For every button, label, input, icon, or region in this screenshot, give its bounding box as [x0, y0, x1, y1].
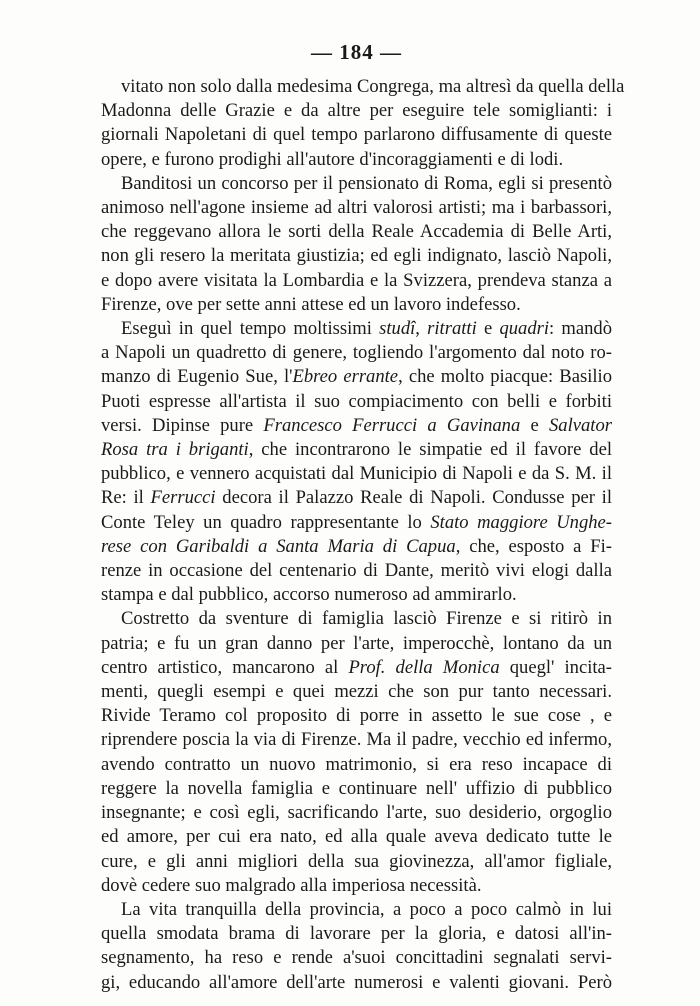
- text-segment: reggere la novella famiglia e continuare nell' uffizio di pubblico: [101, 777, 612, 799]
- text-segment: riprendere poscia la via di Firenze. Ma il padre, vecchio ed infermo,: [101, 729, 612, 751]
- text-line: [101, 777, 612, 801]
- text-line: [101, 801, 612, 825]
- italic-title: rese con Garibaldi a Santa Maria di Capua: [101, 535, 456, 557]
- text-segment: Costretto da sventure di famiglia lasciò Firenze e si ritirò in: [121, 608, 612, 630]
- text-line: [101, 971, 612, 995]
- text-segment: vitato non solo dalla medesima Congrega, ma altresì da quella della: [121, 76, 625, 97]
- text-line: [101, 414, 612, 438]
- text-segment: Banditosi un concorso per il pensionato di Roma, egli si presentò: [121, 172, 612, 194]
- text-segment: Conte Teley un quadro rappresentante lo: [101, 511, 431, 533]
- text-line: [101, 341, 612, 365]
- text-line: [101, 535, 612, 559]
- text-line: [101, 365, 612, 389]
- text-segment: e dopo avere visitata la Lombardia e la Svizzera, prendeva stanza a: [101, 269, 612, 291]
- text-line: [101, 462, 612, 486]
- text-line: [101, 75, 625, 99]
- body-text: [101, 75, 625, 995]
- text-line: [101, 753, 612, 777]
- text-line: [101, 196, 612, 220]
- text-segment: gi, educando all'amore dell'arte numerosi e valenti giovani. Però: [101, 971, 612, 993]
- text-segment: animoso nell'agone insieme ad altri valorosi artisti; ma i barbassori,: [101, 197, 612, 219]
- text-line: [101, 390, 612, 414]
- text-line: [101, 850, 612, 874]
- italic-title: Salvator: [549, 414, 613, 436]
- text-segment: , che, esposto a Fi-: [455, 535, 612, 557]
- paragraph: [101, 172, 612, 317]
- text-line: [101, 486, 612, 510]
- text-segment: ,: [415, 318, 428, 340]
- text-line: [101, 559, 612, 583]
- text-segment: decora il Palazzo Reale di Napoli. Condusse per il: [215, 487, 612, 509]
- italic-title: ritratti: [427, 318, 477, 340]
- italic-title: Stato maggiore Unghe-: [430, 511, 612, 533]
- italic-title: Ebreo errante: [292, 366, 399, 388]
- text-segment: e: [476, 318, 500, 340]
- paragraph: [101, 75, 625, 172]
- page-number: — 184 —: [311, 40, 402, 64]
- text-segment: Firenze, ove per sette anni attese ed un lavoro indefesso.: [101, 293, 521, 315]
- paragraph: [101, 317, 612, 607]
- text-segment: stampa e dal pubblico, accorso numeroso ad ammirarlo.: [101, 584, 517, 606]
- text-segment: : mandò: [549, 318, 613, 340]
- text-line: [101, 898, 612, 922]
- text-segment: , che molto piacque: Basilio: [398, 366, 612, 388]
- italic-title: Ferrucci: [150, 487, 216, 509]
- text-line: [101, 438, 612, 462]
- text-line: [101, 922, 612, 946]
- text-segment: centro artistico, mancarono al: [101, 656, 349, 678]
- text-line: [101, 704, 612, 728]
- text-segment: menti, quegli esempi e quei mezzi che son pur tanto necessari.: [101, 681, 612, 703]
- text-segment: , che incontrarono le simpatie ed il favore del: [248, 439, 613, 461]
- text-segment: a Napoli un quadretto di genere, togliendo l'argomento dal noto ro-: [101, 342, 612, 364]
- text-segment: Re: il: [101, 487, 151, 509]
- text-segment: pubblico, e vennero acquistati dal Municipio di Napoli e da S. M. il: [101, 463, 612, 485]
- text-segment: giornali Napoletani di quel tempo parlarono diffusamente di queste: [101, 124, 612, 146]
- text-segment: quella smodata brama di lavorare per la gloria, e datosi all'in-: [101, 923, 612, 945]
- text-segment: quegl' incita-: [499, 656, 612, 678]
- text-segment: avendo contratto un nuovo matrimonio, si era reso incapace di: [101, 753, 612, 775]
- text-segment: dovè cedere suo malgrado alla imperiosa necessità.: [101, 874, 482, 896]
- text-line: [101, 874, 612, 898]
- text-segment: Madonna delle Grazie e da altre per eseguire tele somiglianti: i: [101, 100, 612, 122]
- text-line: [101, 220, 612, 244]
- paragraph: [101, 898, 612, 995]
- text-line: [101, 511, 612, 535]
- text-line: [101, 680, 612, 704]
- text-segment: Eseguì in quel tempo moltissimi: [121, 318, 380, 340]
- text-segment: La vita tranquilla della provincia, a poco a poco calmò in lui: [121, 898, 612, 920]
- text-segment: renze in occasione del centenario di Dante, meritò vivi elogi dalla: [101, 560, 612, 582]
- text-line: [101, 656, 612, 680]
- text-segment: segnamento, ha reso e rende a'suoi concittadini segnalati servi-: [101, 947, 612, 969]
- text-line: [101, 728, 612, 752]
- text-line: [101, 607, 612, 631]
- italic-title: quadri: [499, 318, 550, 340]
- text-line: [101, 825, 612, 849]
- text-segment: e: [520, 414, 549, 436]
- text-segment: che reggevano allora le sorti della Reale Accademia di Belle Arti,: [101, 221, 612, 243]
- italic-title: Francesco Ferrucci a Gavinana: [263, 414, 521, 436]
- italic-title: Prof. della Monica: [348, 656, 500, 678]
- text-line: [101, 632, 612, 656]
- text-line: [101, 317, 612, 341]
- paragraph: [101, 607, 612, 897]
- italic-title: studî: [379, 318, 416, 340]
- text-line: [101, 583, 612, 607]
- text-line: [101, 172, 612, 196]
- text-segment: ed amore, per cui era nato, ed alla quale aveva dedicato tutte le: [101, 826, 612, 848]
- text-segment: patria; e fu un gran danno per l'arte, imperocchè, lontano da un: [101, 632, 612, 654]
- text-segment: Puoti espresse all'artista il suo compiacimento con belli e forbiti: [101, 390, 612, 412]
- text-line: [101, 148, 612, 172]
- text-segment: cure, e gli anni migliori della sua giovinezza, all'amor figliale,: [101, 850, 612, 872]
- text-line: [101, 269, 612, 293]
- text-segment: non gli resero la meritata giustizia; ed egli indignato, lasciò Napoli,: [101, 245, 612, 267]
- text-segment: opere, e furono prodighi all'autore d'incoraggiamenti e di lodi.: [101, 148, 564, 170]
- text-segment: insegnante; e così egli, sacrificando l'arte, suo desiderio, orgoglio: [101, 802, 612, 824]
- text-line: [101, 244, 612, 268]
- text-segment: manzo di Eugenio Sue, l': [101, 366, 293, 388]
- italic-title: Rosa tra i briganti: [101, 439, 249, 461]
- text-line: [101, 293, 612, 317]
- text-line: [101, 123, 612, 147]
- text-segment: versi. Dipinse pure: [101, 414, 264, 436]
- text-line: [101, 946, 612, 970]
- text-line: [101, 99, 612, 123]
- text-segment: Rivide Teramo col proposito di porre in assetto le sue cose , e: [101, 705, 612, 727]
